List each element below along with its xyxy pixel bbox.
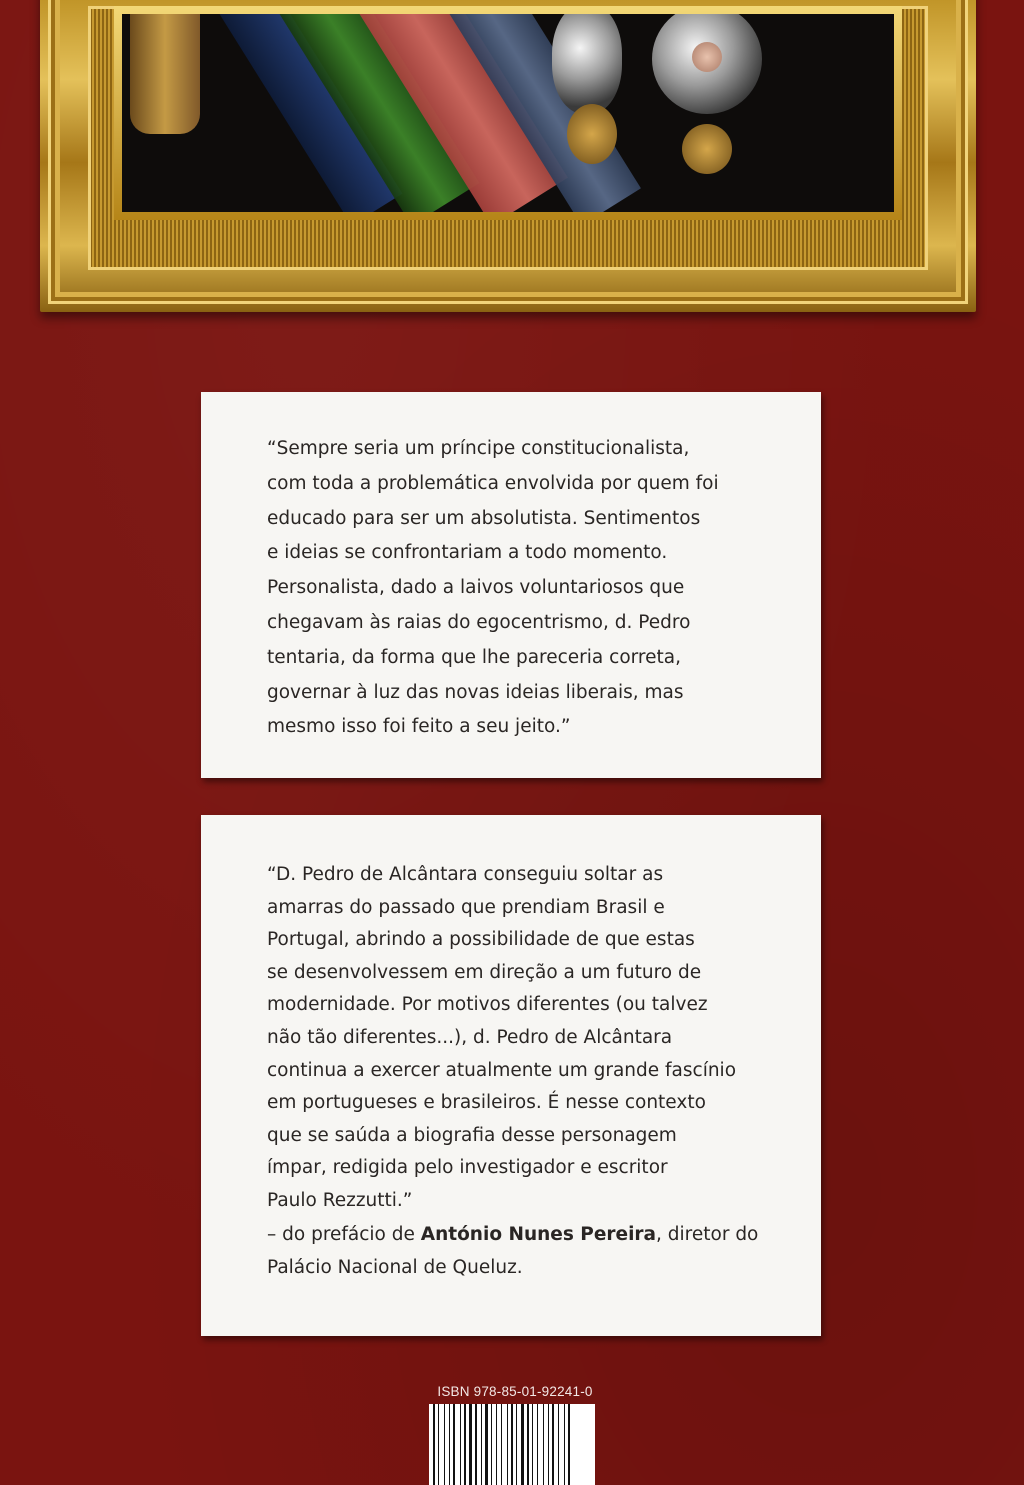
portrait-painting <box>122 14 894 212</box>
barcode-bar <box>516 1404 517 1485</box>
barcode <box>429 1404 595 1485</box>
barcode-bar <box>548 1404 549 1485</box>
barcode-bar <box>550 1404 551 1485</box>
quote-card-2 <box>201 815 821 1336</box>
barcode-bar <box>469 1404 472 1485</box>
barcode-bar <box>537 1404 538 1485</box>
barcode-bar <box>568 1404 570 1485</box>
quote-card-1 <box>201 392 821 778</box>
barcode-bar <box>545 1404 547 1485</box>
barcode-bar <box>527 1404 529 1485</box>
barcode-bar <box>483 1404 484 1485</box>
barcode-bar <box>525 1404 526 1485</box>
barcode-bar <box>534 1404 536 1485</box>
barcode-bar <box>453 1404 455 1485</box>
barcode-bar <box>552 1404 554 1485</box>
barcode-bar <box>543 1404 544 1485</box>
barcode-bar <box>518 1404 520 1485</box>
barcode-bar <box>530 1404 531 1485</box>
barcode-bar <box>440 1404 443 1485</box>
barcode-bar <box>509 1404 510 1485</box>
barcode-bar <box>558 1404 559 1485</box>
barcode-bar <box>444 1404 445 1485</box>
barcode-bar <box>498 1404 500 1485</box>
barcode-bar <box>532 1404 533 1485</box>
barcode-bar <box>496 1404 497 1485</box>
attribution-prefix: – do prefácio de <box>267 1224 421 1245</box>
barcode-bar <box>449 1404 450 1485</box>
barcode-bar <box>539 1404 542 1485</box>
barcode-bar <box>462 1404 463 1485</box>
painting-frame <box>40 0 976 312</box>
barcode-bar <box>514 1404 515 1485</box>
barcode-bar <box>555 1404 557 1485</box>
attribution-name: António Nunes Pereira <box>420 1224 657 1245</box>
barcode-bar <box>501 1404 502 1485</box>
barcode-bar <box>560 1404 563 1485</box>
barcode-bar <box>464 1404 466 1485</box>
barcode-bar <box>436 1404 437 1485</box>
barcode-bar <box>475 1404 477 1485</box>
barcode-bar <box>507 1404 508 1485</box>
quote-2-attribution <box>267 1219 781 1284</box>
gold-tassel <box>130 14 200 134</box>
barcode-bar <box>493 1404 495 1485</box>
barcode-bar <box>564 1404 565 1485</box>
barcode-bar <box>511 1404 513 1485</box>
gold-ornament <box>567 104 617 164</box>
barcode-bar <box>433 1404 435 1485</box>
attribution-suffix: , diretor do Palácio Nacional de Queluz. <box>267 1224 759 1278</box>
barcode-bar <box>521 1404 524 1485</box>
barcode-bar <box>438 1404 439 1485</box>
barcode-bar <box>485 1404 488 1485</box>
barcode-bar <box>473 1404 474 1485</box>
barcode-bar <box>566 1404 567 1485</box>
barcode-bars <box>433 1404 591 1485</box>
isbn-label: ISBN 978-85-01-92241-0 <box>437 1384 593 1399</box>
barcode-bar <box>456 1404 459 1485</box>
gold-ornament <box>682 124 732 174</box>
diamond-medal <box>552 14 622 114</box>
barcode-bar <box>460 1404 461 1485</box>
barcode-bar <box>478 1404 480 1485</box>
barcode-bar <box>451 1404 452 1485</box>
star-order-medal <box>652 14 762 114</box>
barcode-bar <box>467 1404 468 1485</box>
quote-1-text: “Sempre seria um príncipe constitucionalista, com toda a problemática envolvida por quem foi educado para ser um absolutista. Sentimentos e ideias se confrontariam a todo momento. Personalista, dado a laivos voluntariosos que chegavam às raias do egocentrismo, d. Pedro tentaria, da forma que lhe pareceria correta, governar à luz das novas ideias liberais, mas mesmo isso foi feito a seu jeito.” <box>267 438 719 738</box>
barcode-bar <box>503 1404 506 1485</box>
frame-inner-lip <box>114 6 902 220</box>
barcode-bar <box>489 1404 490 1485</box>
quote-2-text: “D. Pedro de Alcântara conseguiu soltar as amarras do passado que prendiam Brasil e Portugal, abrindo a possibilidade de que estas se desenvolvessem em direção a um futuro de modernidade. Por motivos diferentes (ou talvez não tão diferentes...), d. Pedro de Alcântara continua a exercer atualmente um grande fascínio em portugueses e brasileiros. É nesse contexto que se saúda a biografia desse personagem ímpar, redigida pelo investigador e escritor Paulo Rezzutti.” <box>267 864 737 1211</box>
barcode-bar <box>491 1404 492 1485</box>
barcode-bar <box>446 1404 448 1485</box>
barcode-bar <box>481 1404 482 1485</box>
barcode-bar <box>571 1404 572 1485</box>
